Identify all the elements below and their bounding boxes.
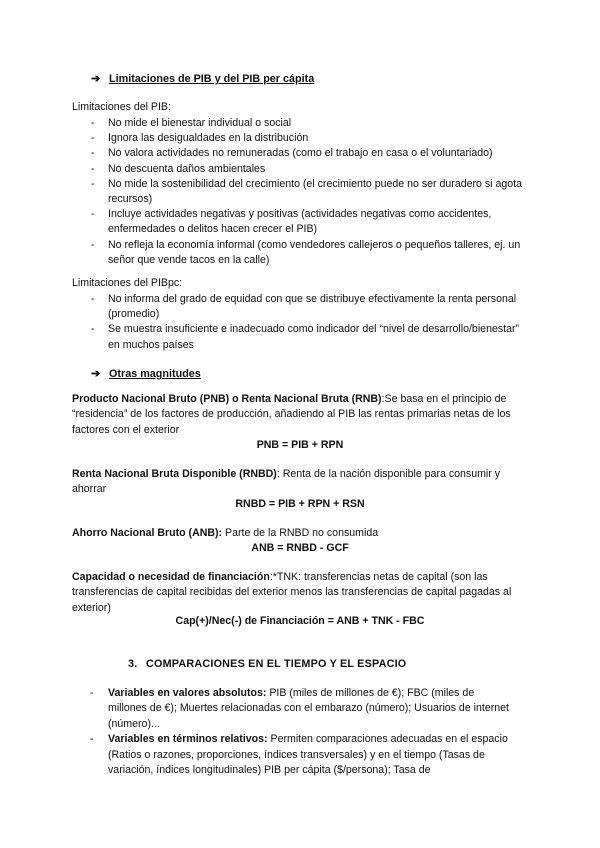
heading-otras-magnitudes-title: Otras magnitudes <box>109 368 201 380</box>
list-item: - No mide el bienestar individual o social <box>91 117 292 129</box>
list-item: - No refleja la economía informal (como vendedores callejeros o pequeños talleres, ej. un señor que vende tacos en la calle) <box>91 238 521 266</box>
pnb-definition <box>72 392 532 438</box>
pibpc-limitations-label: Limitaciones del PIBpc: <box>72 277 183 289</box>
rnbd-definition <box>72 467 532 498</box>
capacidad-formula: Cap(+)/Nec(-) de Financiación = ANB + TNK - FBC <box>175 615 425 627</box>
list-item: - Ignora las desigualdades en la distribución <box>91 132 309 145</box>
section-3-heading <box>128 658 406 670</box>
section-3-number: 3. <box>128 658 138 670</box>
list-item: - Variables en valores absolutos: PIB (miles de millones de €); FBC (miles de millones de €); Muertes relacionadas con el embarazo (número); Usuarios de internet (número)... <box>90 687 509 730</box>
anb-definition <box>72 526 532 541</box>
heading-limitaciones <box>91 72 314 85</box>
pib-limitations-label: Limitaciones del PIB: <box>72 101 171 113</box>
anb-formula: ANB = RNBD - GCF <box>251 542 349 554</box>
arrow-icon: ➔ <box>91 368 101 380</box>
heading-limitaciones-title: Limitaciones de PIB y del PIB per cápita <box>109 73 315 85</box>
heading-otras-magnitudes <box>91 367 201 380</box>
anb-text: Parte de la RNBD no consumida <box>222 527 379 539</box>
list-item: - No mide la sostenibilidad del crecimiento (el crecimiento puede no ser duradero si agota recursos) <box>91 177 522 206</box>
pnb-formula: PNB = PIB + RPN <box>256 439 344 451</box>
absolute-values-text: PIB (miles de millones de €); FBC (miles de millones de €); Muertes relacionadas con el embarazo (número); Usuarios de internet (número)... <box>108 687 509 730</box>
list-item: - Incluye actividades negativas y positivas (actividades negativas como accidentes, enfermedades o delitos hacen crecer el PIB) <box>91 208 492 236</box>
capacidad-definition <box>72 570 532 616</box>
variables-list <box>72 686 512 778</box>
pibpc-limitations-list <box>72 292 532 353</box>
arrow-icon: ➔ <box>91 73 101 85</box>
capacidad-term: Capacidad o necesidad de financiación <box>72 571 270 583</box>
absolute-values-term: Variables en valores absolutos: <box>108 687 267 699</box>
relative-terms-text: Permiten comparaciones adecuadas en el espacio (Ratios o razones, proporciones, índices transversales) y en el tiempo (Tasas de variación, índices longitudinales) PIB per cápita ($/persona); Tasa de <box>108 733 508 777</box>
pnb-text: :Se basa en el principio de “residencia” de los factores de producción, añadiendo al PIB las rentas primarias netas de los factores con el exterior <box>72 393 511 436</box>
list-item: - No informa del grado de equidad con que se distribuye efectivamente la renta personal (promedio) <box>91 293 517 321</box>
anb-term: Ahorro Nacional Bruto (ANB): <box>72 527 223 539</box>
list-item: - No descuenta daños ambientales <box>91 162 266 175</box>
list-item: - No valora actividades no remuneradas (como el trabajo en casa o el voluntariado) <box>91 147 493 160</box>
rnbd-formula: RNBD = PIB + RPN + RSN <box>235 498 365 510</box>
relative-terms-term: Variables en términos relativos: <box>108 733 268 746</box>
rnbd-term: Renta Nacional Bruta Disponible (RNBD) <box>72 468 277 480</box>
list-item: - Variables en términos relativos: Permiten comparaciones adecuadas en el espacio (Ratios o razones, proporciones, índices transversales) y en el tiempo (Tasas de variación, índices longitudinales) PIB per cápita ($/persona); Tasa de <box>90 733 508 777</box>
rnbd-text: : Renta de la nación disponible para consumir y ahorrar <box>72 468 501 496</box>
section-3-title: COMPARACIONES EN EL TIEMPO Y EL ESPACIO <box>146 658 407 670</box>
list-item: - Se muestra insuficiente e inadecuado como indicador del “nivel de desarrollo/bienestar” en muchos países <box>91 323 520 351</box>
pib-limitations-list <box>72 116 532 268</box>
pnb-term: Producto Nacional Bruto (PNB) o Renta Nacional Bruta (RNB) <box>72 393 382 405</box>
capacidad-text: :*TNK: transferencias netas de capital (son las transferencias de capital recibidas del exterior menos las transferencias de capital pagadas al exterior) <box>72 571 512 614</box>
